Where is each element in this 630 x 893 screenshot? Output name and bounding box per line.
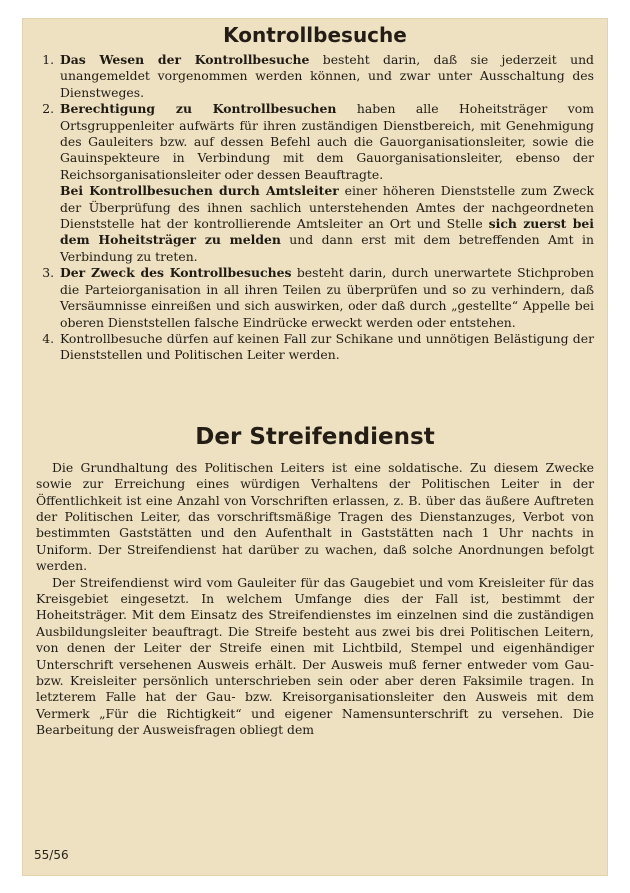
page-content bbox=[36, 22, 594, 739]
sub-text: und dann erst mit dem betreffenden Amt in Verbindung zu treten. bbox=[60, 232, 594, 264]
paragraph: Der Streifendienst wird vom Gauleiter für das Gaugebiet und vom Kreisleiter für das Kreisgebiet eingesetzt. In welchem Umfange dies der Fall ist, bestimmt der Hoheitsträger. Mit dem Einsatz des Streifendienstes im einzelnen sind die zuständigen Ausbildungsleiter beauftragt. Die Streife besteht aus zwei bis drei Politischen Leitern, von denen der Leiter der Streife einen mit Lichtbild, Stempel und eigenhändiger Unterschrift versehenen Ausweis erhält. Der Ausweis muß ferner entweder vom Gau- bzw. Kreisleiter persönlich unterschrieben sein oder aber deren Faksimile tragen. In letzterem Falle hat der Gau- bzw. Kreisorganisationsleiter den Ausweis mit dem Vermerk „Für die Richtigkeit“ und eigener Namensunterschrift zu versehen. Die Bearbeitung der Ausweisfragen obliegt dem bbox=[36, 574, 594, 738]
item-text: besteht darin, durch unerwartete Stichproben die Parteiorganisation in all ihren Teilen zu überprüfen und so zu verhindern, daß Versäumnisse einreißen und sich auswirken, oder daß durch „gestellte“ Appelle bei oberen Dienststellen falsche Eindrücke erweckt werden oder entstehen. bbox=[60, 265, 594, 330]
list-item bbox=[58, 101, 594, 265]
section-title-kontrollbesuche: Kontrollbesuche bbox=[223, 23, 407, 47]
item-text: haben alle Hoheitsträger vom Ortsgruppenleiter aufwärts für ihren zuständigen Dienstbereich, mit Genehmigung des Gauleiters bzw. auf dessen Befehl auch die Gauorganisationsleiter, sowie die Gauinspekteure in Verbindung mit dem Gauorganisationsleiter, ebenso der Reichsorganisationsleiter oder dessen Beauftragte. bbox=[60, 101, 594, 182]
item-text: Kontrollbesuche dürfen auf keinen Fall zur Schikane und unnötigen Belästigung der Dienststellen und Politischen Leiter werden. bbox=[60, 330, 594, 363]
item-text: besteht darin, daß sie jederzeit und unangemeldet vorgenommen werden können, und zwar unter Ausschaltung des Dienstweges. bbox=[60, 52, 594, 100]
sub-text: einer höheren Dienststelle zum Zweck der Überprüfung des ihnen sachlich unterstehenden Amtes der nachgeordneten Dienststelle hat der kontrollierende Amtsleiter an Ort und Stelle bbox=[60, 183, 594, 232]
document-page bbox=[22, 18, 608, 876]
kontrollbesuche-list bbox=[36, 52, 594, 364]
paragraph: Die Grundhaltung des Politischen Leiters ist eine soldatische. Zu diesem Zwecke sowie zur Erreichung eines würdigen Verhaltens der Politischen Leiter in der Öffentlichkeit ist eine Anzahl von Vorschriften erlassen, z. B. über das äußere Auftreten der Politischen Leiter, das vorschriftsmäßige Tragen des Dienstanzuges, Verbot von bestimmten Gaststätten und den Aufenthalt in Gaststätten nach 1 Uhr nachts in Uniform. Der Streifendienst hat darüber zu wachen, daß solche Anordnungen befolgt werden. bbox=[36, 459, 594, 574]
list-item bbox=[58, 265, 594, 331]
section-title-streifendienst: Der Streifendienst bbox=[195, 423, 435, 450]
item-lead: Berechtigung zu Kontrollbesuchen bbox=[60, 101, 337, 117]
item-subparagraph bbox=[60, 183, 594, 265]
streifendienst-body bbox=[36, 460, 594, 739]
item-lead: Das Wesen der Kontrollbesuche bbox=[60, 52, 310, 67]
list-item bbox=[58, 52, 594, 101]
list-item bbox=[58, 331, 594, 364]
page-number: 55/56 bbox=[34, 848, 69, 862]
sub-bold: sich zuerst bei dem Hoheitsträger zu melden bbox=[60, 216, 594, 248]
item-lead: Der Zweck des Kontrollbesuches bbox=[60, 265, 292, 281]
sub-lead: Bei Kontrollbesuchen durch Amtsleiter bbox=[60, 183, 339, 199]
